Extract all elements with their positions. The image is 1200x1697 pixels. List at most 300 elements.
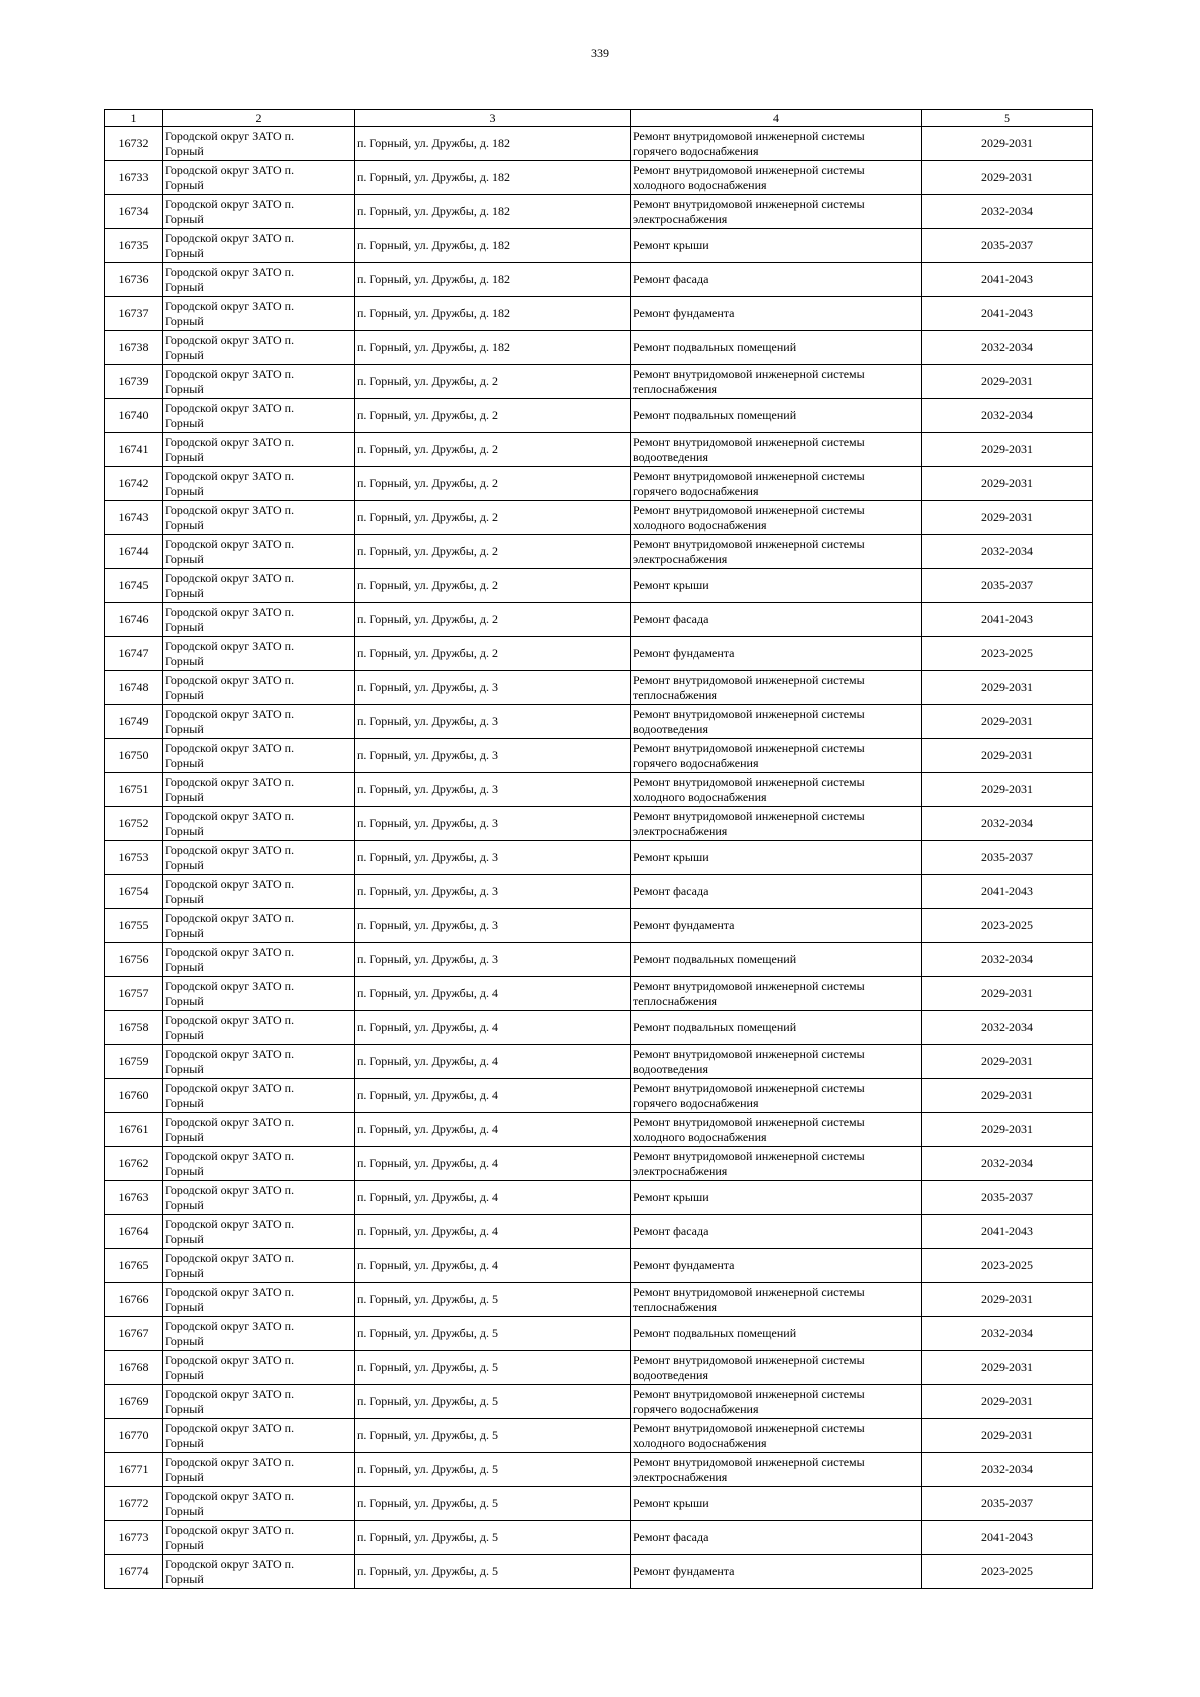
period-text: 2023-2025 xyxy=(981,918,1033,932)
row-number-cell xyxy=(105,1079,163,1113)
work-type-text: Ремонт внутридомовой инженерной системы теплоснабжения xyxy=(633,366,865,396)
work-type-text: Ремонт подвальных помещений xyxy=(633,1326,797,1340)
row-number-text: 16756 xyxy=(118,952,149,966)
municipality-text: Городской округ ЗАТО п. Горный xyxy=(165,298,295,328)
row-number-cell xyxy=(105,1521,163,1555)
table-row xyxy=(105,229,1093,263)
row-number-cell xyxy=(105,1045,163,1079)
table-row xyxy=(105,909,1093,943)
period-text: 2041-2043 xyxy=(981,1224,1033,1238)
address-cell xyxy=(355,1555,631,1589)
period-cell xyxy=(922,807,1093,841)
period-cell xyxy=(922,1283,1093,1317)
address-text: п. Горный, ул. Дружбы, д. 4 xyxy=(357,1020,498,1034)
work-type-text: Ремонт подвальных помещений xyxy=(633,1020,797,1034)
period-text: 2029-2031 xyxy=(981,476,1033,490)
row-number-text: 16771 xyxy=(118,1462,149,1476)
table-row xyxy=(105,195,1093,229)
municipality-cell xyxy=(163,603,355,637)
row-number-cell xyxy=(105,739,163,773)
address-text: п. Горный, ул. Дружбы, д. 2 xyxy=(357,544,498,558)
table-row xyxy=(105,569,1093,603)
municipality-text: Городской округ ЗАТО п. Горный xyxy=(165,1420,295,1450)
address-cell xyxy=(355,1215,631,1249)
period-text: 2029-2031 xyxy=(981,1394,1033,1408)
address-text: п. Горный, ул. Дружбы, д. 4 xyxy=(357,1190,498,1204)
municipality-cell xyxy=(163,1011,355,1045)
work-type-cell xyxy=(631,1113,922,1147)
table-row xyxy=(105,841,1093,875)
municipality-text: Городской округ ЗАТО п. Горный xyxy=(165,1114,295,1144)
table-row xyxy=(105,467,1093,501)
work-type-cell xyxy=(631,1249,922,1283)
row-number-text: 16773 xyxy=(118,1530,149,1544)
period-cell xyxy=(922,1555,1093,1589)
municipality-cell xyxy=(163,705,355,739)
row-number-text: 16766 xyxy=(118,1292,149,1306)
work-type-text: Ремонт внутридомовой инженерной системы холодного водоснабжения xyxy=(633,162,865,192)
table-row xyxy=(105,1317,1093,1351)
work-type-text: Ремонт внутридомовой инженерной системы горячего водоснабжения xyxy=(633,468,865,498)
row-number-text: 16744 xyxy=(118,544,149,558)
row-number-text: 16753 xyxy=(118,850,149,864)
address-cell xyxy=(355,1249,631,1283)
work-type-text: Ремонт внутридомовой инженерной системы горячего водоснабжения xyxy=(633,1080,865,1110)
period-text: 2032-2034 xyxy=(981,408,1033,422)
period-text: 2041-2043 xyxy=(981,1530,1033,1544)
row-number-text: 16738 xyxy=(118,340,149,354)
table-row xyxy=(105,1045,1093,1079)
work-type-cell xyxy=(631,1419,922,1453)
period-cell xyxy=(922,1079,1093,1113)
work-type-cell xyxy=(631,943,922,977)
period-text: 2029-2031 xyxy=(981,782,1033,796)
table-row xyxy=(105,739,1093,773)
row-number-cell xyxy=(105,773,163,807)
table-row xyxy=(105,1283,1093,1317)
column-header-3: 3 xyxy=(355,110,631,127)
work-type-text: Ремонт внутридомовой инженерной системы электроснабжения xyxy=(633,1454,865,1484)
municipality-cell xyxy=(163,1555,355,1589)
row-number-text: 16765 xyxy=(118,1258,149,1272)
municipality-cell xyxy=(163,161,355,195)
row-number-text: 16762 xyxy=(118,1156,149,1170)
address-text: п. Горный, ул. Дружбы, д. 5 xyxy=(357,1428,498,1442)
municipality-text: Городской округ ЗАТО п. Горный xyxy=(165,1012,295,1042)
address-cell xyxy=(355,807,631,841)
address-text: п. Горный, ул. Дружбы, д. 3 xyxy=(357,782,498,796)
work-type-text: Ремонт фундамента xyxy=(633,646,735,660)
municipality-text: Городской округ ЗАТО п. Горный xyxy=(165,876,295,906)
table-row xyxy=(105,1555,1093,1589)
address-text: п. Горный, ул. Дружбы, д. 3 xyxy=(357,748,498,762)
address-text: п. Горный, ул. Дружбы, д. 4 xyxy=(357,986,498,1000)
address-text: п. Горный, ул. Дружбы, д. 182 xyxy=(357,204,510,218)
work-type-cell xyxy=(631,1011,922,1045)
row-number-text: 16764 xyxy=(118,1224,149,1238)
row-number-cell xyxy=(105,637,163,671)
address-cell xyxy=(355,569,631,603)
period-text: 2032-2034 xyxy=(981,1462,1033,1476)
table-row xyxy=(105,365,1093,399)
row-number-cell xyxy=(105,1317,163,1351)
municipality-cell xyxy=(163,229,355,263)
table-row xyxy=(105,1113,1093,1147)
period-cell xyxy=(922,1487,1093,1521)
work-type-text: Ремонт подвальных помещений xyxy=(633,952,797,966)
row-number-cell xyxy=(105,705,163,739)
municipality-cell xyxy=(163,909,355,943)
table-row xyxy=(105,1181,1093,1215)
period-text: 2032-2034 xyxy=(981,816,1033,830)
address-text: п. Горный, ул. Дружбы, д. 5 xyxy=(357,1326,498,1340)
municipality-text: Городской округ ЗАТО п. Горный xyxy=(165,502,295,532)
period-text: 2035-2037 xyxy=(981,578,1033,592)
period-cell xyxy=(922,909,1093,943)
table-body xyxy=(105,127,1093,1589)
row-number-text: 16752 xyxy=(118,816,149,830)
row-number-cell xyxy=(105,603,163,637)
row-number-text: 16759 xyxy=(118,1054,149,1068)
municipality-text: Городской округ ЗАТО п. Горный xyxy=(165,1556,295,1586)
table-row xyxy=(105,637,1093,671)
period-cell xyxy=(922,1419,1093,1453)
address-cell xyxy=(355,773,631,807)
row-number-text: 16749 xyxy=(118,714,149,728)
period-cell xyxy=(922,161,1093,195)
address-text: п. Горный, ул. Дружбы, д. 182 xyxy=(357,238,510,252)
work-type-cell xyxy=(631,909,922,943)
municipality-cell xyxy=(163,331,355,365)
row-number-cell xyxy=(105,433,163,467)
address-text: п. Горный, ул. Дружбы, д. 2 xyxy=(357,374,498,388)
address-cell xyxy=(355,297,631,331)
work-type-cell xyxy=(631,739,922,773)
address-text: п. Горный, ул. Дружбы, д. 5 xyxy=(357,1394,498,1408)
period-text: 2029-2031 xyxy=(981,1428,1033,1442)
address-text: п. Горный, ул. Дружбы, д. 5 xyxy=(357,1496,498,1510)
table-row xyxy=(105,1453,1093,1487)
work-type-cell xyxy=(631,1215,922,1249)
period-cell xyxy=(922,1521,1093,1555)
address-cell xyxy=(355,977,631,1011)
municipality-cell xyxy=(163,1181,355,1215)
address-text: п. Горный, ул. Дружбы, д. 182 xyxy=(357,306,510,320)
address-text: п. Горный, ул. Дружбы, д. 3 xyxy=(357,952,498,966)
municipality-text: Городской округ ЗАТО п. Горный xyxy=(165,910,295,940)
row-number-cell xyxy=(105,1555,163,1589)
period-cell xyxy=(922,195,1093,229)
period-text: 2032-2034 xyxy=(981,1326,1033,1340)
period-text: 2023-2025 xyxy=(981,1258,1033,1272)
work-type-cell xyxy=(631,1385,922,1419)
period-text: 2032-2034 xyxy=(981,340,1033,354)
period-cell xyxy=(922,943,1093,977)
column-header-5: 5 xyxy=(922,110,1093,127)
work-type-cell xyxy=(631,1555,922,1589)
address-cell xyxy=(355,467,631,501)
row-number-cell xyxy=(105,1283,163,1317)
address-text: п. Горный, ул. Дружбы, д. 4 xyxy=(357,1224,498,1238)
period-text: 2032-2034 xyxy=(981,952,1033,966)
period-text: 2041-2043 xyxy=(981,272,1033,286)
row-number-cell xyxy=(105,1351,163,1385)
address-text: п. Горный, ул. Дружбы, д. 5 xyxy=(357,1564,498,1578)
work-type-text: Ремонт внутридомовой инженерной системы холодного водоснабжения xyxy=(633,1420,865,1450)
municipality-cell xyxy=(163,1453,355,1487)
row-number-cell xyxy=(105,1011,163,1045)
period-cell xyxy=(922,705,1093,739)
municipality-cell xyxy=(163,943,355,977)
table-row xyxy=(105,1487,1093,1521)
table-row xyxy=(105,433,1093,467)
address-text: п. Горный, ул. Дружбы, д. 2 xyxy=(357,646,498,660)
period-text: 2029-2031 xyxy=(981,1122,1033,1136)
work-type-cell xyxy=(631,127,922,161)
period-cell xyxy=(922,773,1093,807)
address-text: п. Горный, ул. Дружбы, д. 5 xyxy=(357,1462,498,1476)
municipality-cell xyxy=(163,365,355,399)
municipality-text: Городской округ ЗАТО п. Горный xyxy=(165,638,295,668)
work-type-cell xyxy=(631,1351,922,1385)
row-number-cell xyxy=(105,1147,163,1181)
work-type-cell xyxy=(631,161,922,195)
period-cell xyxy=(922,671,1093,705)
address-cell xyxy=(355,1385,631,1419)
municipality-text: Городской округ ЗАТО п. Горный xyxy=(165,672,295,702)
municipality-cell xyxy=(163,1045,355,1079)
municipality-cell xyxy=(163,1385,355,1419)
municipality-text: Городской округ ЗАТО п. Горный xyxy=(165,468,295,498)
row-number-cell xyxy=(105,909,163,943)
municipality-text: Городской округ ЗАТО п. Горный xyxy=(165,1148,295,1178)
address-text: п. Горный, ул. Дружбы, д. 2 xyxy=(357,510,498,524)
municipality-text: Городской округ ЗАТО п. Горный xyxy=(165,128,295,158)
row-number-cell xyxy=(105,569,163,603)
row-number-text: 16750 xyxy=(118,748,149,762)
work-type-text: Ремонт внутридомовой инженерной системы водоотведения xyxy=(633,1046,865,1076)
address-text: п. Горный, ул. Дружбы, д. 182 xyxy=(357,272,510,286)
period-cell xyxy=(922,263,1093,297)
address-text: п. Горный, ул. Дружбы, д. 3 xyxy=(357,680,498,694)
municipality-text: Городской округ ЗАТО п. Горный xyxy=(165,1284,295,1314)
address-cell xyxy=(355,535,631,569)
period-cell xyxy=(922,841,1093,875)
municipality-cell xyxy=(163,263,355,297)
table-row xyxy=(105,1079,1093,1113)
table-row xyxy=(105,943,1093,977)
address-text: п. Горный, ул. Дружбы, д. 5 xyxy=(357,1360,498,1374)
period-text: 2029-2031 xyxy=(981,714,1033,728)
row-number-text: 16739 xyxy=(118,374,149,388)
row-number-text: 16757 xyxy=(118,986,149,1000)
row-number-cell xyxy=(105,263,163,297)
table-row xyxy=(105,161,1093,195)
work-type-cell xyxy=(631,297,922,331)
municipality-cell xyxy=(163,1419,355,1453)
period-text: 2035-2037 xyxy=(981,1496,1033,1510)
work-type-text: Ремонт крыши xyxy=(633,238,709,252)
row-number-cell xyxy=(105,807,163,841)
period-text: 2029-2031 xyxy=(981,1292,1033,1306)
address-cell xyxy=(355,331,631,365)
address-text: п. Горный, ул. Дружбы, д. 2 xyxy=(357,476,498,490)
municipality-cell xyxy=(163,1283,355,1317)
row-number-text: 16770 xyxy=(118,1428,149,1442)
period-cell xyxy=(922,637,1093,671)
row-number-text: 16769 xyxy=(118,1394,149,1408)
municipality-cell xyxy=(163,535,355,569)
table-row xyxy=(105,263,1093,297)
work-type-cell xyxy=(631,1487,922,1521)
row-number-text: 16741 xyxy=(118,442,149,456)
municipality-cell xyxy=(163,399,355,433)
work-type-cell xyxy=(631,977,922,1011)
period-text: 2029-2031 xyxy=(981,1054,1033,1068)
municipality-cell xyxy=(163,671,355,705)
period-cell xyxy=(922,365,1093,399)
address-cell xyxy=(355,637,631,671)
work-type-cell xyxy=(631,1283,922,1317)
work-type-text: Ремонт внутридомовой инженерной системы электроснабжения xyxy=(633,808,865,838)
column-header-4: 4 xyxy=(631,110,922,127)
table-row xyxy=(105,807,1093,841)
period-cell xyxy=(922,501,1093,535)
period-text: 2029-2031 xyxy=(981,510,1033,524)
row-number-cell xyxy=(105,943,163,977)
work-type-text: Ремонт внутридомовой инженерной системы теплоснабжения xyxy=(633,672,865,702)
address-cell xyxy=(355,1181,631,1215)
work-type-cell xyxy=(631,637,922,671)
period-text: 2029-2031 xyxy=(981,136,1033,150)
row-number-cell xyxy=(105,467,163,501)
municipality-cell xyxy=(163,773,355,807)
municipality-text: Городской округ ЗАТО п. Горный xyxy=(165,162,295,192)
period-cell xyxy=(922,1147,1093,1181)
table-row xyxy=(105,297,1093,331)
municipality-text: Городской округ ЗАТО п. Горный xyxy=(165,1080,295,1110)
municipality-cell xyxy=(163,807,355,841)
municipality-text: Городской округ ЗАТО п. Горный xyxy=(165,842,295,872)
municipality-text: Городской округ ЗАТО п. Горный xyxy=(165,264,295,294)
row-number-text: 16742 xyxy=(118,476,149,490)
work-type-text: Ремонт фасада xyxy=(633,272,709,286)
table-row xyxy=(105,603,1093,637)
work-type-cell xyxy=(631,535,922,569)
municipality-text: Городской округ ЗАТО п. Горный xyxy=(165,332,295,362)
municipality-text: Городской округ ЗАТО п. Горный xyxy=(165,196,295,226)
work-type-text: Ремонт фасада xyxy=(633,884,709,898)
address-text: п. Горный, ул. Дружбы, д. 182 xyxy=(357,136,510,150)
work-type-cell xyxy=(631,229,922,263)
row-number-text: 16735 xyxy=(118,238,149,252)
work-type-cell xyxy=(631,1521,922,1555)
row-number-cell xyxy=(105,229,163,263)
table-row xyxy=(105,1521,1093,1555)
work-type-text: Ремонт внутридомовой инженерной системы электроснабжения xyxy=(633,196,865,226)
municipality-text: Городской округ ЗАТО п. Горный xyxy=(165,1522,295,1552)
municipality-text: Городской округ ЗАТО п. Горный xyxy=(165,978,295,1008)
table-row xyxy=(105,535,1093,569)
table-row xyxy=(105,671,1093,705)
period-text: 2041-2043 xyxy=(981,612,1033,626)
work-type-text: Ремонт подвальных помещений xyxy=(633,340,797,354)
period-cell xyxy=(922,875,1093,909)
address-text: п. Горный, ул. Дружбы, д. 182 xyxy=(357,170,510,184)
address-cell xyxy=(355,1045,631,1079)
address-text: п. Горный, ул. Дружбы, д. 4 xyxy=(357,1156,498,1170)
row-number-text: 16755 xyxy=(118,918,149,932)
period-text: 2032-2034 xyxy=(981,1020,1033,1034)
work-type-text: Ремонт фундамента xyxy=(633,1564,735,1578)
period-text: 2029-2031 xyxy=(981,442,1033,456)
municipality-cell xyxy=(163,1147,355,1181)
address-text: п. Горный, ул. Дружбы, д. 2 xyxy=(357,612,498,626)
header-row xyxy=(105,110,1093,127)
work-type-text: Ремонт фундамента xyxy=(633,306,735,320)
address-cell xyxy=(355,127,631,161)
period-cell xyxy=(922,977,1093,1011)
row-number-text: 16754 xyxy=(118,884,149,898)
row-number-cell xyxy=(105,1215,163,1249)
table-row xyxy=(105,705,1093,739)
municipality-cell xyxy=(163,1351,355,1385)
row-number-text: 16758 xyxy=(118,1020,149,1034)
address-text: п. Горный, ул. Дружбы, д. 2 xyxy=(357,408,498,422)
table-row xyxy=(105,1385,1093,1419)
row-number-text: 16763 xyxy=(118,1190,149,1204)
table-row xyxy=(105,1351,1093,1385)
work-type-cell xyxy=(631,501,922,535)
work-type-text: Ремонт внутридомовой инженерной системы электроснабжения xyxy=(633,1148,865,1178)
address-text: п. Горный, ул. Дружбы, д. 4 xyxy=(357,1088,498,1102)
table-header xyxy=(105,110,1093,127)
period-cell xyxy=(922,467,1093,501)
work-type-text: Ремонт крыши xyxy=(633,578,709,592)
row-number-cell xyxy=(105,841,163,875)
municipality-cell xyxy=(163,1521,355,1555)
row-number-text: 16747 xyxy=(118,646,149,660)
row-number-cell xyxy=(105,161,163,195)
work-type-cell xyxy=(631,875,922,909)
work-type-text: Ремонт внутридомовой инженерной системы холодного водоснабжения xyxy=(633,774,865,804)
period-text: 2041-2043 xyxy=(981,884,1033,898)
work-type-cell xyxy=(631,569,922,603)
column-header-1: 1 xyxy=(105,110,163,127)
row-number-cell xyxy=(105,875,163,909)
work-type-text: Ремонт фасада xyxy=(633,1530,709,1544)
page-number: 339 xyxy=(591,46,609,60)
period-text: 2029-2031 xyxy=(981,986,1033,1000)
municipality-cell xyxy=(163,1079,355,1113)
work-type-cell xyxy=(631,1453,922,1487)
period-cell xyxy=(922,433,1093,467)
work-type-text: Ремонт внутридомовой инженерной системы водоотведения xyxy=(633,1352,865,1382)
table-row xyxy=(105,773,1093,807)
municipality-cell xyxy=(163,1215,355,1249)
row-number-text: 16746 xyxy=(118,612,149,626)
address-cell xyxy=(355,1521,631,1555)
municipality-text: Городской округ ЗАТО п. Горный xyxy=(165,1488,295,1518)
work-type-cell xyxy=(631,467,922,501)
row-number-text: 16733 xyxy=(118,170,149,184)
municipality-cell xyxy=(163,875,355,909)
municipality-cell xyxy=(163,841,355,875)
address-cell xyxy=(355,705,631,739)
table-row xyxy=(105,977,1093,1011)
work-type-text: Ремонт внутридомовой инженерной системы теплоснабжения xyxy=(633,978,865,1008)
table-row xyxy=(105,127,1093,161)
